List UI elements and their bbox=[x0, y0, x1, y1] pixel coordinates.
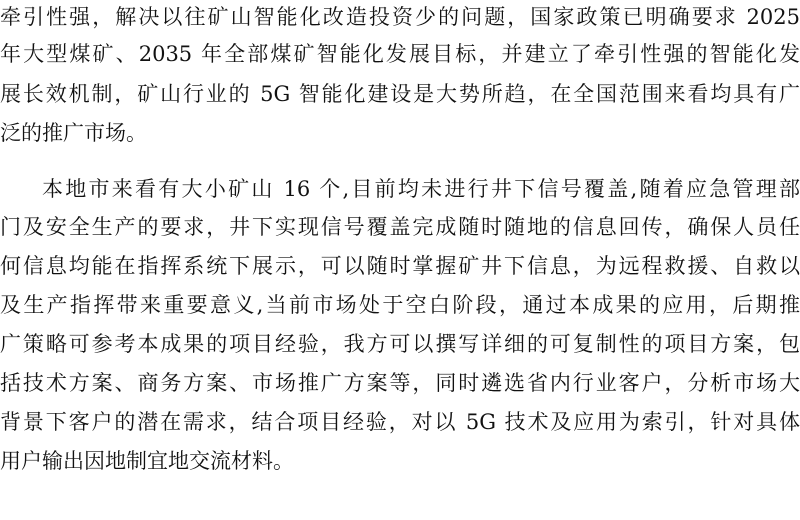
text-line: 背景下客户的潜在需求，结合项目经验，对以 5G 技术及应用为索引，针对具体 bbox=[0, 410, 800, 434]
text-line: 用户输出因地制宜地交流材料。 bbox=[0, 449, 294, 473]
text-line: 年大型煤矿、2035 年全部煤矿智能化发展目标，并建立了牵引性强的智能化发 bbox=[0, 42, 800, 66]
text-line: 本地市来看有大小矿山 16 个,目前均未进行井下信号覆盖,随着应急管理部 bbox=[42, 177, 800, 201]
text-line: 何信息均能在指挥系统下展示，可以随时掌握矿井下信息，为远程救援、自救以 bbox=[0, 254, 800, 278]
text-line: 展长效机制，矿山行业的 5G 智能化建设是大势所趋，在全国范围来看均具有广 bbox=[0, 82, 800, 106]
text-line: 泛的推广市场。 bbox=[0, 121, 147, 145]
text-line: 广策略可参考本成果的项目经验，我方可以撰写详细的可复制性的项目方案，包 bbox=[0, 332, 800, 356]
text-line: 门及安全生产的要求，井下实现信号覆盖完成随时随地的信息回传，确保人员任 bbox=[0, 215, 800, 239]
text-line: 牵引性强，解决以往矿山智能化改造投资少的问题，国家政策已明确要求 2025 bbox=[0, 5, 800, 29]
text-line: 及生产指挥带来重要意义,当前市场处于空白阶段，通过本成果的应用，后期推 bbox=[0, 293, 800, 317]
text-line: 括技术方案、商务方案、市场推广方案等，同时遴选省内行业客户，分析市场大 bbox=[0, 371, 800, 395]
